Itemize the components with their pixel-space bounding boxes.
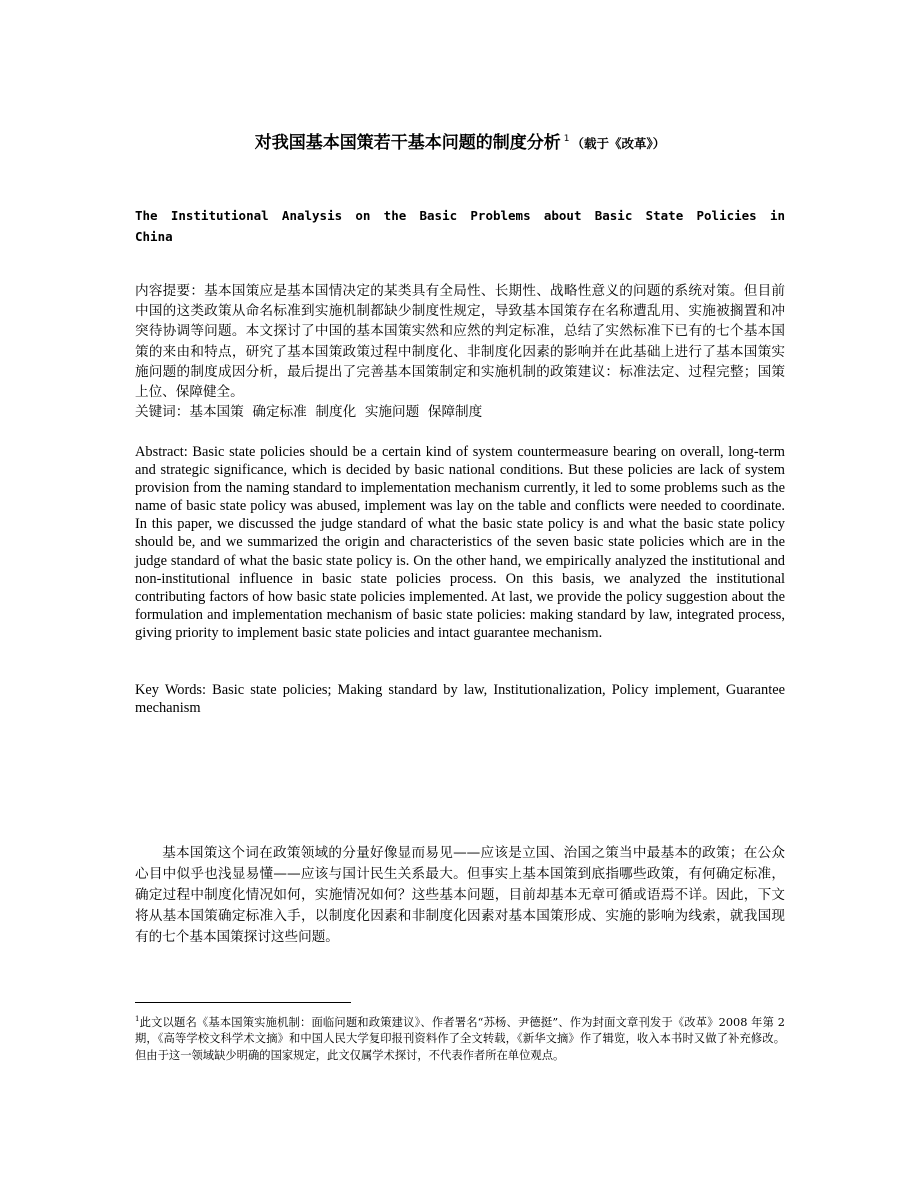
- paper-title-main: 对我国基本国策若干基本问题的制度分析: [254, 133, 561, 153]
- abstract-chinese: 内容提要：基本国策应是基本国情决定的某类具有全局性、长期性、战略性意义的问题的系统对策。但目前中国的这类政策从命名标准到实施机制都缺少制度性规定，导致基本国策存在名称遭乱用、实施被搁置和冲突待协调等问题。本文探讨了中国的基本国策实然和应然的判定标准，总结了实然标准下已有的七个基本国策的来由和特点，研究了基本国策政策过程中制度化、非制度化因素的影响并在此基础上进行了基本国策实施问题的制度成因分析，最后提出了完善基本国策制定和实施机制的政策建议：标准法定、过程完整；国策上位、保障健全。: [135, 283, 785, 401]
- abstract-english: Abstract: Basic state policies should be a certain kind of system countermeasure bearing on overall, long-term and strategic significance, which is decided by basic national conditions. But these policies are lack of system provision from the naming standard to implementation mechanism currently, it led to some problems such as the name of basic state policy was abused, implement was lay on the table and conflicts were needed to coordinate. In this paper, we discussed the judge standard of what the basic state policy is and what the basic state policy should be, and we summarized the origin and characteristics of the seven basic state policies which are in the judge standard of what the basic state policy is. On the other hand, we empirically analyzed the institutional and non-institutional influence in basic state policies process. On this basis, we analyzed the institutional contributing factors of how basic state policies implemented. At last, we provide the policy suggestion about the formulation and implementation mechanism of basic state policies: making standard by law, integrated process, giving priority to implement basic state policies and intact guarantee mechanism.: [135, 444, 785, 641]
- paper-title: [135, 128, 785, 153]
- paper-title-note: （载于《改革》）: [571, 136, 666, 151]
- keywords-chinese: 关键词：基本国策 确定标准 制度化 实施问题 保障制度: [135, 404, 483, 420]
- keywords-english: Key Words: Basic state policies; Making standard by law, Institutionalization, Policy implement, Guarantee mechanism: [135, 682, 785, 717]
- footnote-text: 此文以题名《基本国策实施机制：面临问题和政策建议》、作者署名“苏杨、尹德挺”、作为封面文章刊发于《改革》2008 年第 2 期，《高等学校文科学术文摘》和中国人民大学复印报刊资料作了全文转载，《新华文摘》作了辑览，收入本书时又做了补充修改。但由于这一领域缺少明确的国家规定，此文仅属学术探讨，不代表作者所在单位观点。: [135, 1015, 785, 1062]
- english-title-line1: The Institutional Analysis on the Basic Problems about Basic State Policies in: [135, 208, 785, 223]
- footnote-mark: 1: [135, 1015, 140, 1023]
- english-title: [135, 205, 785, 247]
- title-footnote-mark: 1: [563, 134, 570, 145]
- english-title-line2: China: [135, 229, 173, 244]
- footnote-divider: [135, 1002, 351, 1003]
- body-paragraph: 基本国策这个词在政策领域的分量好像显而易见——应该是立国、治国之策当中最基本的政策；在公众心目中似乎也浅显易懂——应该与国计民生关系最大。但事实上基本国策到底指哪些政策，有何确定标准，确定过程中制度化情况如何，实施情况如何？这些基本问题，目前却基本无章可循或语焉不详。因此，下文将从基本国策确定标准入手，以制度化因素和非制度化因素对基本国策形成、实施的影响为线索，就我国现有的七个基本国策探讨这些问题。: [135, 845, 785, 945]
- footnote: [135, 1011, 785, 1065]
